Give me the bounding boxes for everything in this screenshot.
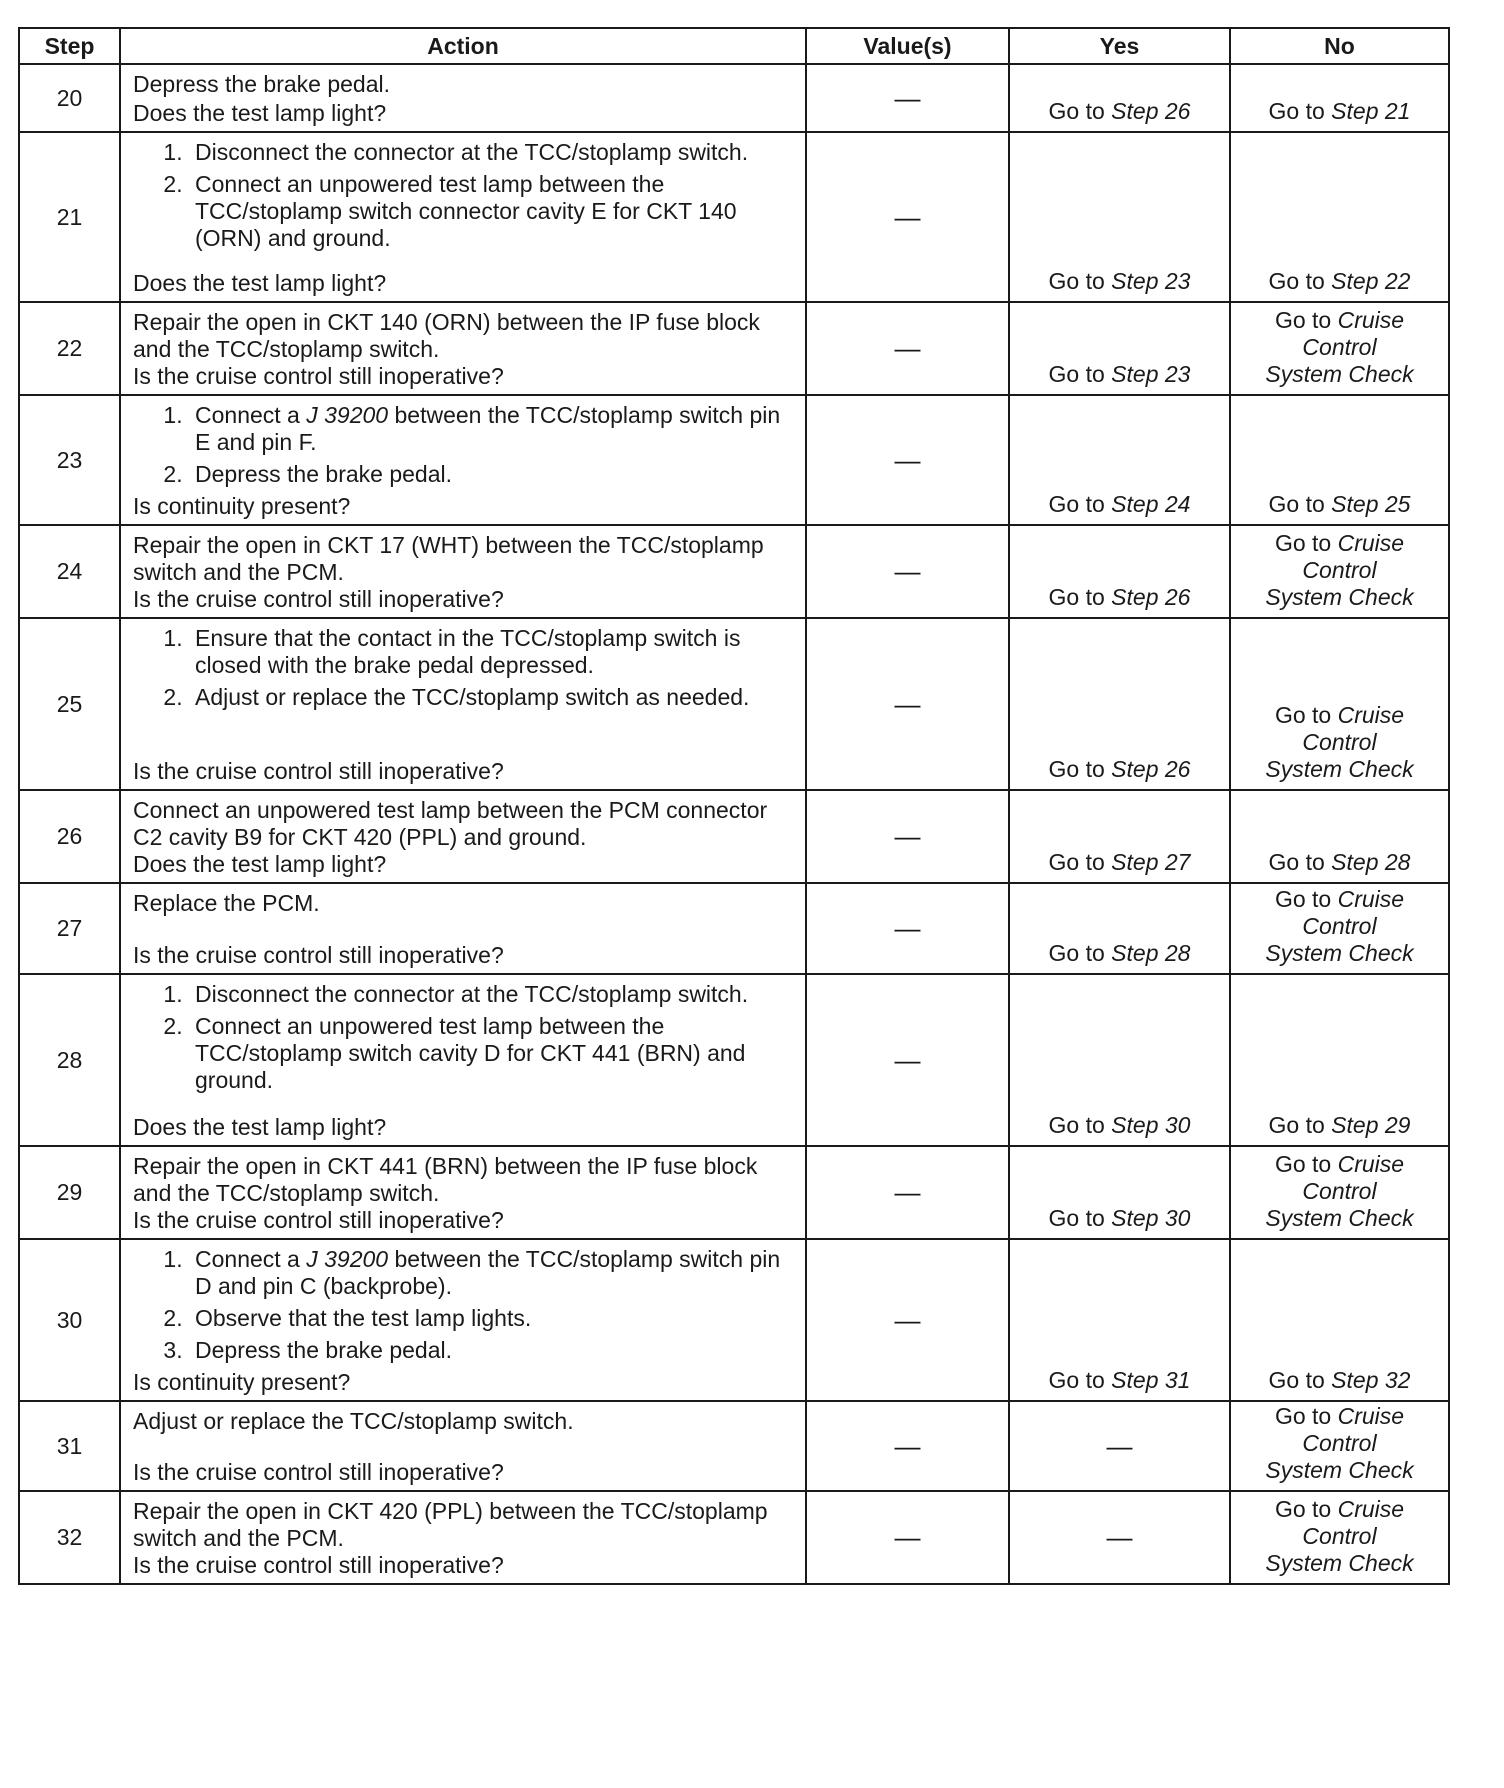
yes-cell: —	[1009, 1491, 1230, 1584]
no-cell	[1230, 302, 1449, 395]
goto-link-word: Cruise	[1337, 886, 1405, 912]
action-cell	[120, 132, 806, 302]
goto-link[interactable]: Step 25	[1331, 491, 1411, 517]
no-cell	[1230, 883, 1449, 974]
action-cell	[120, 883, 806, 974]
value-cell: —	[806, 64, 1009, 132]
goto-label: Go to	[1274, 307, 1332, 333]
value-cell: —	[806, 790, 1009, 883]
goto-link[interactable]: Step 23	[1111, 268, 1191, 294]
goto-label: Go to	[1274, 702, 1332, 728]
action-content	[133, 1153, 793, 1234]
value-cell: —	[806, 1491, 1009, 1584]
yes-cell	[1009, 132, 1230, 302]
action-instructions	[133, 532, 793, 586]
yes-cell	[1009, 64, 1230, 132]
tool-name: J 39200	[306, 1246, 389, 1272]
no-cell	[1230, 1491, 1449, 1584]
step-number: 27	[19, 883, 120, 974]
action-question: Does the test lamp light?	[133, 1114, 387, 1140]
goto-label: Go to	[1048, 361, 1105, 387]
action-question: Is the cruise control still inoperative?	[133, 1207, 504, 1233]
goto-text	[1237, 1496, 1442, 1523]
step-number: 20	[19, 64, 120, 132]
action-list-item: 2. Connect an unpowered test lamp between the TCC/stoplamp switch connector cavity E for CKT 140 (ORN) and ground.	[189, 171, 793, 252]
value-cell: —	[806, 525, 1009, 618]
no-cell	[1230, 1239, 1449, 1401]
table-row	[19, 883, 1449, 974]
action-list-item: 2. Adjust or replace the TCC/stoplamp switch as needed.	[189, 684, 793, 711]
goto-link[interactable]: Step 21	[1331, 98, 1411, 124]
goto-link-word: Cruise	[1337, 1403, 1405, 1429]
action-question: Does the test lamp light?	[133, 270, 387, 296]
yes-cell	[1009, 1146, 1230, 1239]
action-cell	[120, 1491, 806, 1584]
yes-cell	[1009, 974, 1230, 1146]
step-number: 28	[19, 974, 120, 1146]
table-row	[19, 395, 1449, 525]
action-question: Is the cruise control still inoperative?	[133, 1459, 504, 1485]
action-list	[133, 1246, 793, 1364]
goto-link[interactable]: Step 30	[1111, 1205, 1191, 1231]
action-text: between the TCC/stoplamp switch pin D and pin C (backprobe).	[195, 1246, 781, 1299]
goto-text	[1237, 1403, 1442, 1430]
action-instructions	[133, 1153, 793, 1207]
goto-link-word: Cruise	[1337, 307, 1405, 333]
action-question: Is the cruise control still inoperative?	[133, 758, 504, 784]
header-yes: Yes	[1009, 28, 1230, 64]
action-intro: Repair the open in CKT 420 (PPL) between the TCC/stoplamp switch and the PCM.	[133, 1498, 768, 1551]
action-question: Is the cruise control still inoperative?	[133, 363, 504, 389]
goto-link[interactable]: Step 31	[1111, 1367, 1191, 1393]
goto-link[interactable]: Step 26	[1111, 98, 1191, 124]
action-content	[133, 1498, 793, 1579]
goto-label: Go to	[1268, 491, 1325, 517]
action-cell	[120, 1239, 806, 1401]
step-number: 32	[19, 1491, 120, 1584]
goto-link-word: Control	[1302, 557, 1377, 583]
no-cell	[1230, 974, 1449, 1146]
table-row	[19, 1491, 1449, 1584]
goto-link[interactable]: Step 26	[1111, 584, 1191, 610]
action-list-item	[189, 1246, 793, 1300]
action-content	[133, 1246, 793, 1396]
step-number: 25	[19, 618, 120, 790]
action-list-item: 1. Disconnect the connector at the TCC/stoplamp switch.	[189, 139, 793, 166]
goto-label: Go to	[1268, 268, 1325, 294]
action-question: Is the cruise control still inoperative?	[133, 586, 504, 612]
action-text: Connect a	[195, 1246, 307, 1272]
table-row	[19, 974, 1449, 1146]
action-question: Is the cruise control still inoperative?	[133, 942, 504, 968]
action-content	[133, 890, 793, 969]
goto-link[interactable]: Step 27	[1111, 849, 1191, 875]
value-cell: —	[806, 302, 1009, 395]
table-row	[19, 618, 1449, 790]
yes-cell: —	[1009, 1401, 1230, 1491]
goto-label: Go to	[1274, 1403, 1332, 1429]
step-number: 23	[19, 395, 120, 525]
goto-text	[1237, 886, 1442, 913]
goto-text	[1237, 307, 1442, 334]
goto-link-word: System Check	[1265, 361, 1414, 387]
step-number: 30	[19, 1239, 120, 1401]
goto-link[interactable]: Step 23	[1111, 361, 1191, 387]
header-row	[19, 28, 1449, 64]
action-instructions	[133, 139, 793, 257]
action-intro: Adjust or replace the TCC/stoplamp switch.	[133, 1408, 574, 1434]
action-instructions	[133, 625, 793, 716]
goto-text	[1237, 1151, 1442, 1178]
action-instructions	[133, 71, 793, 98]
action-instructions	[133, 1408, 793, 1435]
no-cell	[1230, 132, 1449, 302]
action-cell	[120, 395, 806, 525]
action-intro: Depress the brake pedal.	[133, 71, 390, 97]
action-cell	[120, 1146, 806, 1239]
goto-link[interactable]: Step 30	[1111, 1112, 1191, 1138]
action-instructions	[133, 309, 793, 363]
goto-link-word: Cruise	[1337, 1151, 1405, 1177]
goto-label: Go to	[1048, 1367, 1105, 1393]
goto-label: Go to	[1048, 849, 1105, 875]
value-cell: —	[806, 395, 1009, 525]
goto-label: Go to	[1048, 756, 1105, 782]
action-question: Is continuity present?	[133, 1369, 351, 1395]
action-intro: Repair the open in CKT 17 (WHT) between the TCC/stoplamp switch and the PCM.	[133, 532, 764, 585]
table-row	[19, 525, 1449, 618]
table-row	[19, 1239, 1449, 1401]
value-cell: —	[806, 132, 1009, 302]
action-content	[133, 139, 793, 297]
action-list-item: 3. Depress the brake pedal.	[189, 1337, 793, 1364]
yes-cell	[1009, 790, 1230, 883]
goto-link-word: System Check	[1265, 756, 1414, 782]
goto-link[interactable]: Step 32	[1331, 1367, 1411, 1393]
goto-link[interactable]: Step 22	[1331, 268, 1411, 294]
goto-link-word: Cruise	[1337, 530, 1405, 556]
goto-label: Go to	[1274, 886, 1332, 912]
goto-label: Go to	[1048, 98, 1105, 124]
goto-link-word: Control	[1302, 729, 1377, 755]
action-cell	[120, 525, 806, 618]
table-row	[19, 302, 1449, 395]
value-cell: —	[806, 883, 1009, 974]
goto-link-word: Cruise	[1337, 702, 1405, 728]
action-list-item: 2. Depress the brake pedal.	[189, 461, 793, 488]
tool-name: J 39200	[306, 402, 389, 428]
goto-link-word: Control	[1302, 913, 1377, 939]
value-cell: —	[806, 974, 1009, 1146]
action-list	[133, 981, 793, 1094]
no-cell	[1230, 1146, 1449, 1239]
header-values: Value(s)	[806, 28, 1009, 64]
goto-link-word: System Check	[1265, 584, 1414, 610]
goto-link-word: Control	[1302, 334, 1377, 360]
table-row	[19, 64, 1449, 132]
goto-label: Go to	[1048, 584, 1105, 610]
goto-label: Go to	[1048, 1112, 1105, 1138]
action-list-item: 2. Observe that the test lamp lights.	[189, 1305, 793, 1332]
goto-link-word: Cruise	[1337, 1496, 1405, 1522]
action-cell	[120, 618, 806, 790]
goto-label: Go to	[1048, 491, 1105, 517]
table-row	[19, 1146, 1449, 1239]
action-intro: Connect an unpowered test lamp between the PCM connector C2 cavity B9 for CKT 420 (PPL) and ground.	[133, 797, 768, 850]
yes-cell	[1009, 302, 1230, 395]
goto-link-word: System Check	[1265, 940, 1414, 966]
goto-link[interactable]: Step 26	[1111, 756, 1191, 782]
action-instructions	[133, 1246, 793, 1369]
goto-label: Go to	[1048, 268, 1105, 294]
action-intro: Repair the open in CKT 140 (ORN) between the IP fuse block and the TCC/stoplamp switch.	[133, 309, 760, 362]
action-instructions	[133, 981, 793, 1099]
action-list-item: 1. Disconnect the connector at the TCC/stoplamp switch.	[189, 981, 793, 1008]
step-number: 26	[19, 790, 120, 883]
action-content	[133, 1408, 793, 1486]
action-cell	[120, 302, 806, 395]
action-list-item: 2. Connect an unpowered test lamp between the TCC/stoplamp switch cavity D for CKT 441 (BRN) and ground.	[189, 1013, 793, 1094]
yes-cell	[1009, 525, 1230, 618]
value-cell: —	[806, 1146, 1009, 1239]
action-list	[133, 625, 793, 711]
action-intro: Replace the PCM.	[133, 890, 320, 916]
value-cell: —	[806, 1401, 1009, 1491]
action-cell	[120, 790, 806, 883]
goto-text	[1237, 530, 1442, 557]
action-list-item: 1. Ensure that the contact in the TCC/stoplamp switch is closed with the brake pedal depressed.	[189, 625, 793, 679]
goto-label: Go to	[1274, 1496, 1332, 1522]
goto-link-word: Control	[1302, 1523, 1377, 1549]
goto-link[interactable]: Step 28	[1331, 849, 1411, 875]
action-content	[133, 309, 793, 390]
goto-link-word: System Check	[1265, 1205, 1414, 1231]
goto-link[interactable]: Step 28	[1111, 940, 1191, 966]
action-question: Is continuity present?	[133, 493, 351, 519]
yes-cell	[1009, 883, 1230, 974]
step-number: 21	[19, 132, 120, 302]
action-content	[133, 71, 793, 127]
action-list	[133, 402, 793, 488]
action-text: between the TCC/stoplamp switch pin E and pin F.	[195, 402, 781, 455]
no-cell	[1230, 790, 1449, 883]
action-content	[133, 981, 793, 1141]
goto-label: Go to	[1048, 1205, 1105, 1231]
goto-label: Go to	[1274, 530, 1332, 556]
goto-text	[1237, 702, 1442, 729]
yes-cell	[1009, 1239, 1230, 1401]
goto-link-word: System Check	[1265, 1550, 1414, 1576]
value-cell: —	[806, 1239, 1009, 1401]
action-cell	[120, 1401, 806, 1491]
goto-label: Go to	[1268, 98, 1325, 124]
goto-label: Go to	[1268, 1367, 1325, 1393]
action-instructions	[133, 402, 793, 493]
yes-cell	[1009, 395, 1230, 525]
action-instructions	[133, 1498, 793, 1552]
action-content	[133, 532, 793, 613]
no-cell	[1230, 395, 1449, 525]
action-content	[133, 625, 793, 785]
action-instructions	[133, 797, 793, 851]
action-list	[133, 139, 793, 252]
action-intro: Repair the open in CKT 441 (BRN) between the IP fuse block and the TCC/stoplamp switch.	[133, 1153, 758, 1206]
goto-link[interactable]: Step 24	[1111, 491, 1191, 517]
goto-link-word: Control	[1302, 1178, 1377, 1204]
goto-label: Go to	[1268, 849, 1325, 875]
no-cell	[1230, 64, 1449, 132]
action-list-item	[189, 402, 793, 456]
header-action: Action	[120, 28, 806, 64]
value-cell: —	[806, 618, 1009, 790]
action-question: Is the cruise control still inoperative?	[133, 1552, 504, 1578]
step-number: 29	[19, 1146, 120, 1239]
goto-link-word: System Check	[1265, 1457, 1414, 1483]
step-number: 24	[19, 525, 120, 618]
action-cell	[120, 64, 806, 132]
action-question: Does the test lamp light?	[133, 100, 387, 126]
table-row	[19, 1401, 1449, 1491]
header-step: Step	[19, 28, 120, 64]
goto-label: Go to	[1274, 1151, 1332, 1177]
yes-cell	[1009, 618, 1230, 790]
no-cell	[1230, 618, 1449, 790]
header-no: No	[1230, 28, 1449, 64]
action-content	[133, 402, 793, 520]
action-text: Connect a	[195, 402, 307, 428]
action-instructions	[133, 890, 793, 917]
table-row	[19, 790, 1449, 883]
no-cell	[1230, 525, 1449, 618]
no-cell	[1230, 1401, 1449, 1491]
goto-link-word: Control	[1302, 1430, 1377, 1456]
goto-link[interactable]: Step 29	[1331, 1112, 1411, 1138]
table-row	[19, 132, 1449, 302]
diagnostic-table	[18, 27, 1450, 1585]
goto-label: Go to	[1268, 1112, 1325, 1138]
step-number: 31	[19, 1401, 120, 1491]
table-body	[19, 64, 1449, 1584]
action-question: Does the test lamp light?	[133, 851, 387, 877]
action-cell	[120, 974, 806, 1146]
step-number: 22	[19, 302, 120, 395]
action-content	[133, 797, 793, 878]
goto-label: Go to	[1048, 940, 1105, 966]
